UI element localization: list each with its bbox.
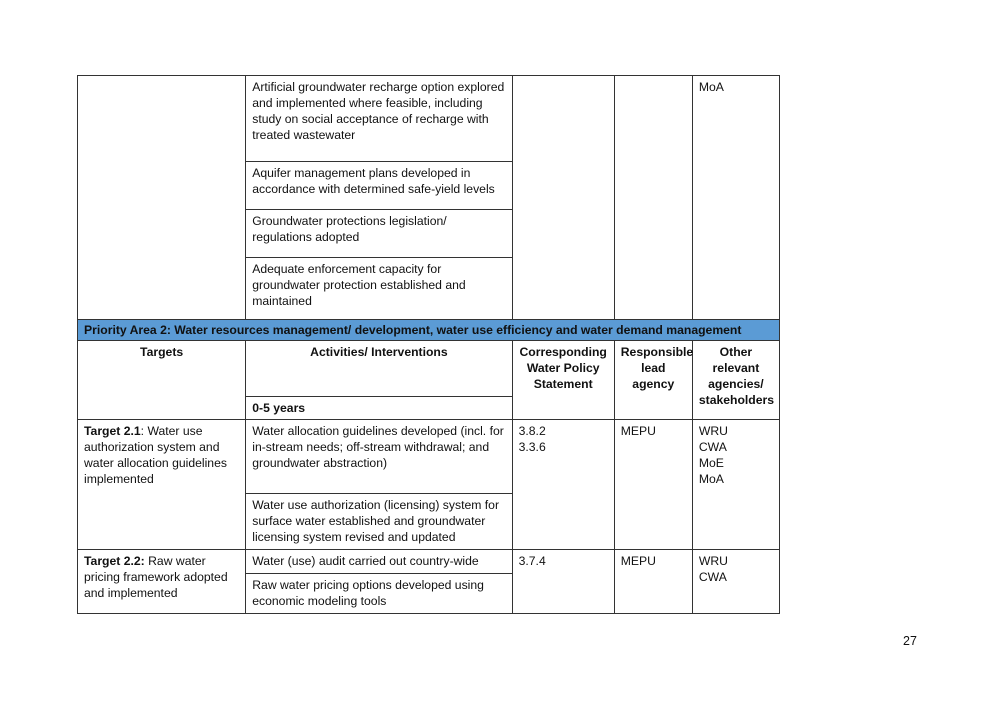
activity-cell: Adequate enforcement capacity for groundwater protection established and maintained [246,258,512,320]
agency: WRU [698,424,728,438]
activity-cell: Raw water pricing options developed using economic modeling tools [246,574,512,614]
header-targets: Targets [78,341,246,420]
agency: CWA [698,570,727,584]
target-cell [78,420,246,550]
header-other-agencies: Other relevant agencies/ stakeholders [692,341,779,420]
activity-cell: Groundwater protections legislation/ regulations adopted [246,210,512,258]
lead-agency-cell: MEPU [614,420,692,550]
agency: CWA [698,440,727,454]
water-policy-table [77,75,780,614]
empty-policy-cell [512,76,614,320]
priority-area-banner: Priority Area 2: Water resources management/ development, water use efficiency and water demand management [78,320,780,341]
agency: MoA [698,472,724,486]
target-label: Target 2.2: [84,554,145,568]
other-agencies-cell: MoA [692,76,779,320]
lead-agency-cell: MEPU [614,550,692,614]
target-text: : Water use authorization system and water allocation guidelines implemented [84,424,227,486]
other-agencies-cell [692,420,779,550]
activity-cell: Water allocation guidelines developed (incl. for in-stream needs; off-stream withdrawal; and groundwater abstraction) [246,420,512,494]
empty-target-cell [78,76,246,320]
header-policy: Corresponding Water Policy Statement [512,341,614,420]
header-activities: Activities/ Interventions [246,341,512,397]
target-label: Target 2.1 [84,424,141,438]
policy-cell [512,420,614,550]
activity-cell: Water use authorization (licensing) system for surface water established and groundwater licensing system revised and updated [246,494,512,550]
policy-ref: 3.8.2 [518,424,546,438]
agency: MoE [698,456,724,470]
header-timeframe: 0-5 years [246,397,512,420]
other-agencies-cell [692,550,779,614]
empty-lead-cell [614,76,692,320]
header-lead-agency: Responsible lead agency [614,341,692,420]
policy-ref: 3.7.4 [518,554,546,568]
activity-cell: Artificial groundwater recharge option explored and implemented where feasible, including study on social acceptance of recharge with treated wastewater [246,76,512,162]
activity-cell: Water (use) audit carried out country-wide [246,550,512,574]
target-text: Raw water pricing framework adopted and implemented [84,554,228,600]
policy-cell [512,550,614,614]
activity-cell: Aquifer management plans developed in accordance with determined safe-yield levels [246,162,512,210]
target-cell [78,550,246,614]
page-number: 27 [903,634,917,648]
agency: WRU [698,554,728,568]
policy-ref: 3.3.6 [518,440,546,454]
